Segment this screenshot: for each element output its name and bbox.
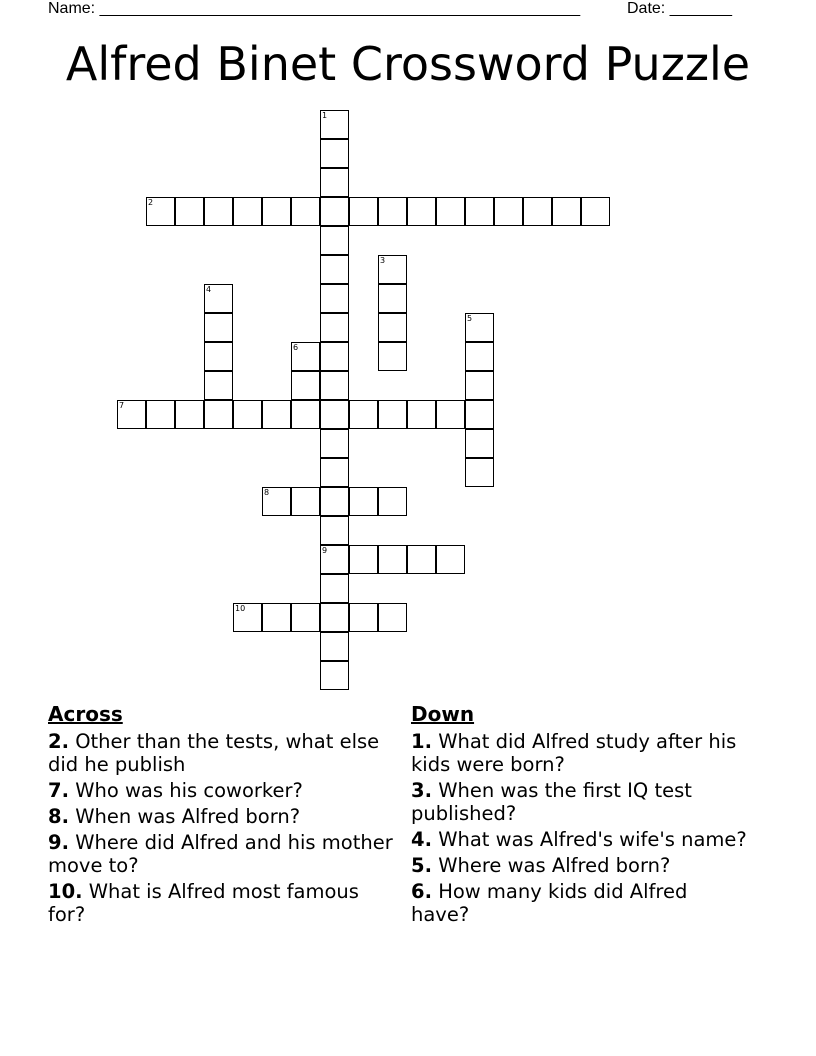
grid-cell[interactable] bbox=[146, 400, 175, 429]
clue-number: 10. bbox=[48, 880, 83, 903]
grid-cell[interactable] bbox=[320, 110, 349, 139]
clue-down-5 bbox=[411, 854, 751, 877]
clue-across-2 bbox=[48, 730, 393, 776]
grid-cell[interactable] bbox=[204, 313, 233, 342]
clue-number: 4. bbox=[411, 828, 432, 851]
clue-text: Where was Alfred born? bbox=[438, 854, 671, 877]
clue-number: 2. bbox=[48, 730, 69, 753]
grid-cell[interactable] bbox=[349, 400, 378, 429]
clue-across-8 bbox=[48, 805, 393, 828]
clue-number-label: 10 bbox=[235, 604, 246, 613]
grid-cell[interactable] bbox=[204, 400, 233, 429]
grid-cell[interactable] bbox=[320, 516, 349, 545]
grid-cell[interactable] bbox=[320, 574, 349, 603]
grid-cell[interactable] bbox=[378, 284, 407, 313]
grid-cell[interactable] bbox=[465, 197, 494, 226]
name-field-label: Name: ______________________________________________________ bbox=[48, 0, 581, 17]
grid-cell[interactable] bbox=[117, 400, 146, 429]
grid-cell[interactable] bbox=[320, 603, 349, 632]
grid-cell[interactable] bbox=[349, 603, 378, 632]
clue-text: What did Alfred study after his kids were born? bbox=[411, 730, 737, 776]
clue-number-label: 1 bbox=[322, 111, 328, 120]
grid-cell[interactable] bbox=[378, 313, 407, 342]
clue-number-label: 7 bbox=[119, 401, 125, 410]
grid-cell[interactable] bbox=[378, 342, 407, 371]
grid-cell[interactable] bbox=[349, 197, 378, 226]
grid-cell[interactable] bbox=[320, 400, 349, 429]
clue-text: How many kids did Alfred have? bbox=[411, 880, 688, 926]
grid-cell[interactable] bbox=[204, 371, 233, 400]
clue-across-9 bbox=[48, 831, 393, 877]
clue-text: Who was his coworker? bbox=[75, 779, 303, 802]
grid-cell[interactable] bbox=[233, 197, 262, 226]
grid-cell[interactable] bbox=[320, 458, 349, 487]
clue-down-6 bbox=[411, 880, 751, 926]
clue-number-label: 3 bbox=[380, 256, 386, 265]
clue-text: When was the first IQ test published? bbox=[411, 779, 692, 825]
grid-cell[interactable] bbox=[320, 139, 349, 168]
grid-cell[interactable] bbox=[291, 603, 320, 632]
page-title: Alfred Binet Crossword Puzzle bbox=[65, 37, 751, 91]
grid-cell[interactable] bbox=[320, 342, 349, 371]
grid-cell[interactable] bbox=[175, 197, 204, 226]
grid-cell[interactable] bbox=[465, 371, 494, 400]
clue-number: 7. bbox=[48, 779, 69, 802]
date-field-label: Date: _______ bbox=[627, 0, 732, 17]
grid-cell[interactable] bbox=[320, 661, 349, 690]
grid-cell[interactable] bbox=[407, 400, 436, 429]
clue-number: 8. bbox=[48, 805, 69, 828]
grid-cell[interactable] bbox=[320, 313, 349, 342]
grid-cell[interactable] bbox=[581, 197, 610, 226]
grid-cell[interactable] bbox=[320, 632, 349, 661]
grid-cell[interactable] bbox=[204, 197, 233, 226]
grid-cell[interactable] bbox=[436, 400, 465, 429]
grid-cell[interactable] bbox=[320, 371, 349, 400]
clue-across-10 bbox=[48, 880, 393, 926]
grid-cell[interactable] bbox=[320, 487, 349, 516]
grid-cell[interactable] bbox=[320, 226, 349, 255]
grid-cell[interactable] bbox=[291, 400, 320, 429]
grid-cell[interactable] bbox=[233, 603, 262, 632]
grid-cell[interactable] bbox=[233, 400, 262, 429]
grid-cell[interactable] bbox=[378, 255, 407, 284]
grid-cell[interactable] bbox=[552, 197, 581, 226]
grid-cell[interactable] bbox=[204, 284, 233, 313]
clue-number: 9. bbox=[48, 831, 69, 854]
clue-number: 5. bbox=[411, 854, 432, 877]
clue-number: 1. bbox=[411, 730, 432, 753]
clue-down-4 bbox=[411, 828, 751, 851]
grid-cell[interactable] bbox=[291, 342, 320, 371]
grid-cell[interactable] bbox=[204, 342, 233, 371]
grid-cell[interactable] bbox=[320, 168, 349, 197]
grid-cell[interactable] bbox=[320, 197, 349, 226]
down-clues bbox=[411, 702, 751, 929]
clue-down-3 bbox=[411, 779, 751, 825]
clue-number-label: 8 bbox=[264, 488, 270, 497]
grid-cell[interactable] bbox=[436, 545, 465, 574]
clue-across-7 bbox=[48, 779, 393, 802]
grid-cell[interactable] bbox=[494, 197, 523, 226]
grid-cell[interactable] bbox=[465, 429, 494, 458]
grid-cell[interactable] bbox=[320, 429, 349, 458]
grid-cell[interactable] bbox=[378, 197, 407, 226]
grid-cell[interactable] bbox=[349, 487, 378, 516]
clue-number-label: 4 bbox=[206, 285, 212, 294]
grid-cell[interactable] bbox=[262, 487, 291, 516]
grid-cell[interactable] bbox=[175, 400, 204, 429]
grid-cell[interactable] bbox=[465, 458, 494, 487]
grid-cell[interactable] bbox=[320, 284, 349, 313]
grid-cell[interactable] bbox=[465, 400, 494, 429]
grid-cell[interactable] bbox=[436, 197, 465, 226]
grid-cell[interactable] bbox=[320, 255, 349, 284]
across-heading: Across bbox=[48, 702, 123, 726]
grid-cell[interactable] bbox=[523, 197, 552, 226]
grid-cell[interactable] bbox=[378, 603, 407, 632]
clue-down-1 bbox=[411, 730, 751, 776]
clue-text: Other than the tests, what else did he publish bbox=[48, 730, 380, 776]
grid-cell[interactable] bbox=[320, 545, 349, 574]
clue-number: 6. bbox=[411, 880, 432, 903]
grid-cell[interactable] bbox=[407, 197, 436, 226]
grid-cell[interactable] bbox=[262, 400, 291, 429]
grid-cell[interactable] bbox=[349, 545, 378, 574]
grid-cell[interactable] bbox=[378, 487, 407, 516]
clue-text: When was Alfred born? bbox=[75, 805, 301, 828]
down-heading: Down bbox=[411, 702, 475, 726]
grid-cell[interactable] bbox=[262, 197, 291, 226]
grid-cell[interactable] bbox=[378, 545, 407, 574]
clue-number-label: 6 bbox=[293, 343, 299, 352]
grid-cell[interactable] bbox=[291, 371, 320, 400]
grid-cell[interactable] bbox=[146, 197, 175, 226]
clue-number-label: 9 bbox=[322, 546, 328, 555]
grid-cell[interactable] bbox=[465, 342, 494, 371]
clue-number: 3. bbox=[411, 779, 432, 802]
grid-cell[interactable] bbox=[407, 545, 436, 574]
clue-text: Where did Alfred and his mother move to? bbox=[48, 831, 393, 877]
grid-cell[interactable] bbox=[291, 487, 320, 516]
across-clues bbox=[48, 702, 393, 929]
clue-number-label: 5 bbox=[467, 314, 473, 323]
grid-cell[interactable] bbox=[262, 603, 291, 632]
clue-text: What was Alfred's wife's name? bbox=[438, 828, 747, 851]
clue-number-label: 2 bbox=[148, 198, 154, 207]
grid-cell[interactable] bbox=[291, 197, 320, 226]
grid-cell[interactable] bbox=[465, 313, 494, 342]
grid-cell[interactable] bbox=[378, 400, 407, 429]
clue-text: What is Alfred most famous for? bbox=[48, 880, 359, 926]
